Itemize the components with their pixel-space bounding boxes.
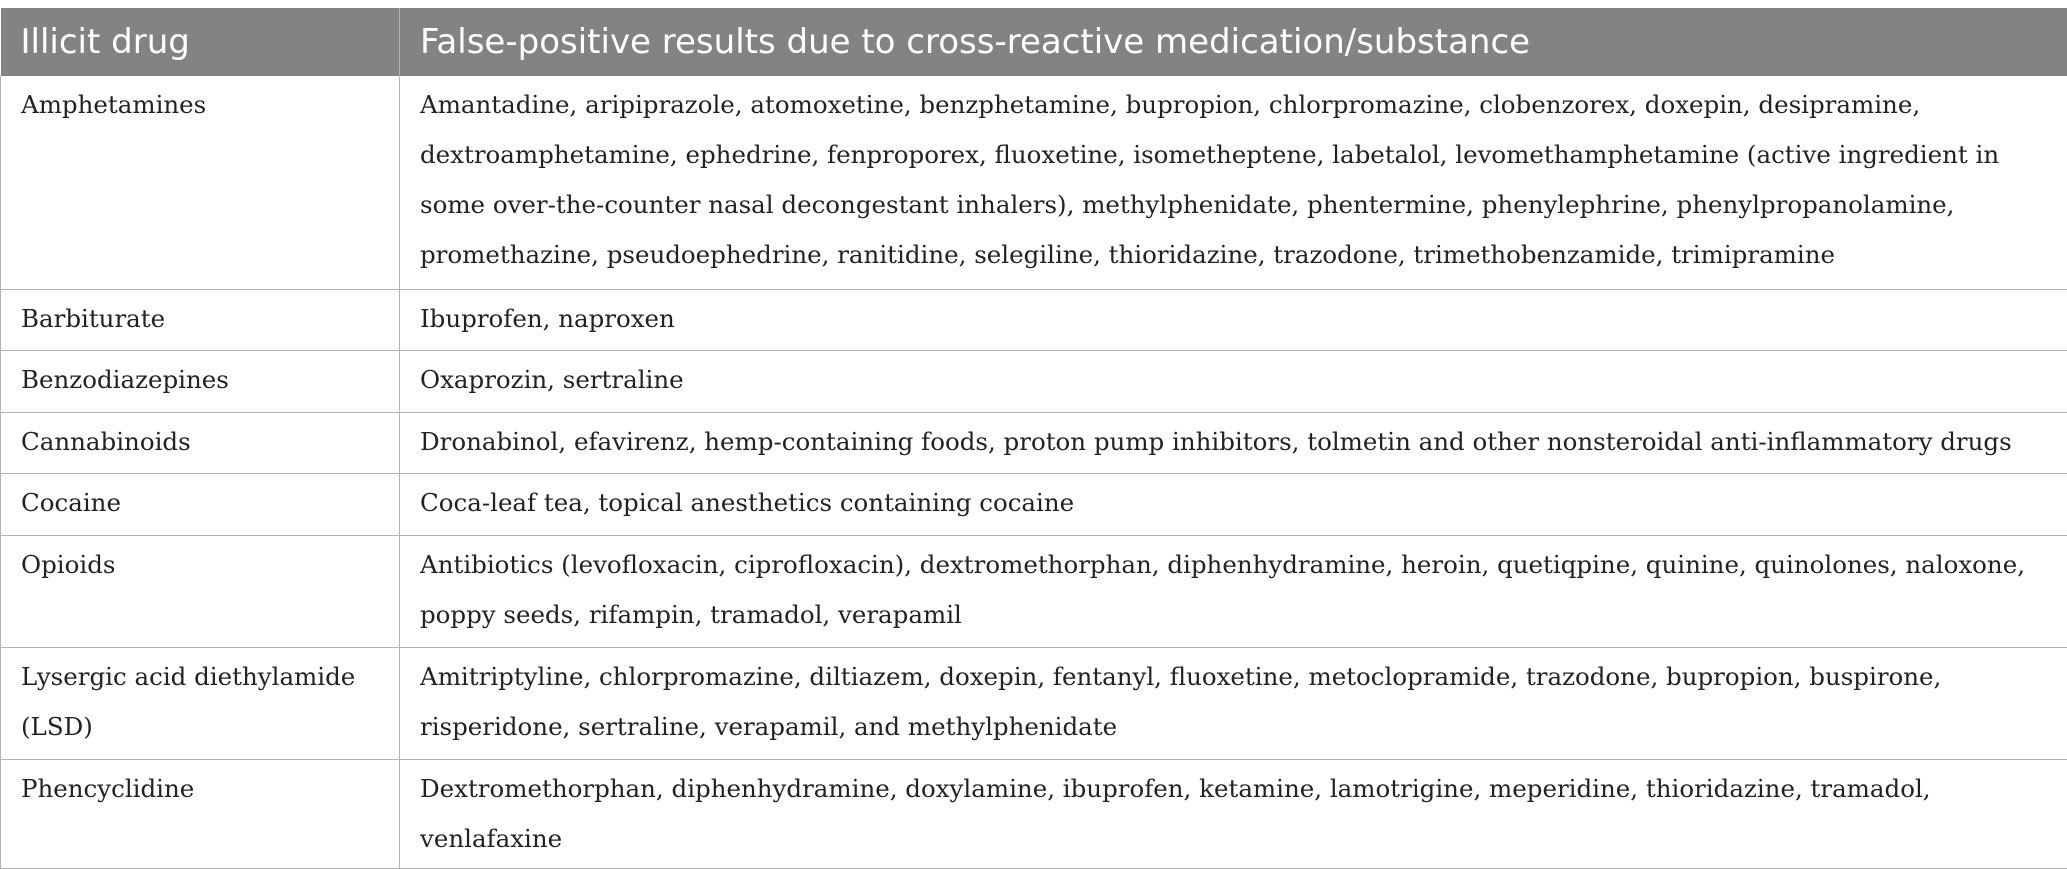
table-row	[1, 76, 2067, 289]
substances-cell: Coca-leaf tea, topical anesthetics containing cocaine	[400, 473, 2067, 535]
substances-cell: Oxaprozin, sertraline	[400, 350, 2067, 412]
drug-cell: Opioids	[1, 535, 400, 647]
table-row	[1, 350, 2067, 412]
header-row	[1, 8, 2067, 76]
false-positive-table-container	[0, 8, 2067, 869]
drug-cell: Benzodiazepines	[1, 350, 400, 412]
drug-cell: Cocaine	[1, 473, 400, 535]
substances-cell: Antibiotics (levofloxacin, ciprofloxacin), dextromethorphan, diphenhydramine, heroin, quetiqpine, quinine, quinolones, naloxone, poppy seeds, rifampin, tramadol, verapamil	[400, 535, 2067, 647]
table-row	[1, 759, 2067, 868]
drug-cell: Phencyclidine	[1, 759, 400, 868]
table-row	[1, 535, 2067, 647]
header-illicit-drug: Illicit drug	[1, 8, 400, 76]
drug-cell: Lysergic acid diethylamide (LSD)	[1, 647, 400, 759]
drug-cell: Cannabinoids	[1, 412, 400, 473]
substances-cell: Dronabinol, efavirenz, hemp-containing foods, proton pump inhibitors, tolmetin and other nonsteroidal anti-inflammatory drugs	[400, 412, 2067, 473]
table-row	[1, 647, 2067, 759]
header-cross-reactive-substances: False-positive results due to cross-reactive medication/substance	[400, 8, 2067, 76]
substances-cell: Amantadine, aripiprazole, atomoxetine, benzphetamine, bupropion, chlorpromazine, clobenzorex, doxepin, desipramine, dextroamphetamine, ephedrine, fenproporex, fluoxetine, isometheptene, labetalol, levomethamphetamine (active ingredient in some over-the-counter nasal decongestant inhalers), methylphenidate, phentermine, phenylephrine, phenylpropanolamine, promethazine, pseudoephedrine, ranitidine, selegiline, thioridazine, trazodone, trimethobenzamide, trimipramine	[400, 76, 2067, 289]
substances-cell: Ibuprofen, naproxen	[400, 289, 2067, 350]
substances-cell: Dextromethorphan, diphenhydramine, doxylamine, ibuprofen, ketamine, lamotrigine, meperidine, thioridazine, tramadol, venlafaxine	[400, 759, 2067, 868]
drug-cell: Barbiturate	[1, 289, 400, 350]
table-header	[1, 8, 2067, 76]
substances-cell: Amitriptyline, chlorpromazine, diltiazem, doxepin, fentanyl, fluoxetine, metoclopramide, trazodone, bupropion, buspirone, risperidone, sertraline, verapamil, and methylphenidate	[400, 647, 2067, 759]
drug-cell: Amphetamines	[1, 76, 400, 289]
table-row	[1, 473, 2067, 535]
table-body	[1, 76, 2067, 868]
false-positive-table	[0, 8, 2067, 869]
table-row	[1, 412, 2067, 473]
table-row	[1, 289, 2067, 350]
